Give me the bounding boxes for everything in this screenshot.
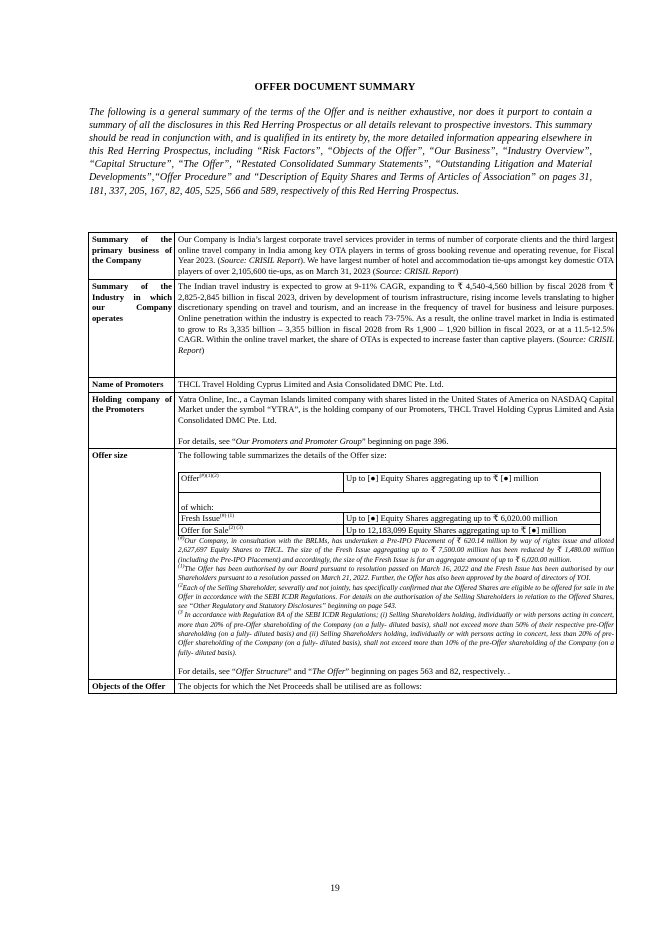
table-row (179, 473, 601, 493)
table-row (89, 377, 617, 392)
row-label-business: Summary of the primary business of the Company (89, 233, 175, 280)
holding-details (178, 436, 614, 447)
industry-text-2: ) (201, 345, 205, 356)
footnote-mark: (2) (3) (228, 524, 243, 531)
source-citation: Source: CRISIL Report (375, 266, 456, 277)
offer-size-details (178, 666, 614, 677)
details-prefix: For details, see “ (178, 665, 236, 676)
holding-text: Yatra Online, Inc., a Cayman Islands limited company with shares listed in the United States of America on NASDAQ Capital Market under the symbol “YTRA”, is the holding company of our Promoters, THCL Travel Holding Cyprus Limited and Asia Consolidated DMC Pte. Ltd. (178, 393, 614, 425)
footnote-mark: (#) (178, 535, 185, 542)
footnote (178, 536, 614, 564)
business-text-3: ) (455, 266, 459, 277)
footnote-mark: (3 (178, 609, 183, 616)
footnote (178, 564, 614, 583)
page-number: 19 (330, 884, 340, 894)
table-row (179, 513, 601, 525)
offer-value: Up to [●] Equity Shares aggregating up to ₹ [●] million (344, 473, 601, 493)
row-content-holding (175, 392, 617, 449)
footnote (178, 583, 614, 611)
cross-reference: The Offer (312, 665, 346, 676)
offer-for-sale-value: Up to 12,183,099 Equity Shares aggregating up to ₹ [●] million (344, 524, 601, 536)
table-row (89, 233, 617, 280)
footnote-mark: (1) (178, 563, 185, 570)
of-which-label: of which: (179, 493, 601, 513)
row-content-business (175, 233, 617, 280)
details-suffix: ” beginning on pages 563 and 82, respectively. . (345, 665, 511, 676)
offer-footnotes (178, 536, 614, 657)
fresh-issue-value: Up to [●] Equity Shares aggregating up to ₹ 6,020.00 million (344, 513, 601, 525)
offer-for-sale-label: Offer for Sale$^{(2) (3)}$ (179, 524, 344, 536)
footnote (178, 610, 614, 656)
summary-table (88, 232, 617, 694)
footnote-text: Our Company, in consultation with the BRLMs, has undertaken a Pre-IPO Placement of ₹ 620.14 million by way of rights issue and alloted 2,627,697 Equity Shares to THCL. The size of the Fresh Issue aggregating up to ₹ 7,500.00 million has been reduced by ₹ 1,480.00 million (including the Pre-IPO Placement) and accordingly, the size of the Fresh Issue is for an aggregate amount of up to ₹ 6,020.00 million. (178, 536, 614, 564)
row-label-objects: Objects of the Offer (89, 679, 175, 694)
footnote-text: The Offer has been authorised by our Board pursuant to resolution passed on March 16, 2022 and the Fresh Issue has been authorised by our Shareholders pursuant to a resolution passed on March 21, 2022. Further, the Offer has also been approved by the board of directors of YOI. (178, 563, 614, 583)
fresh-issue-label: Fresh Issue$^{(\#) (1)}$ (179, 513, 344, 525)
row-label-promoters: Name of Promoters (89, 377, 175, 392)
footnote-mark: (2 (178, 582, 183, 589)
row-content-objects: The objects for which the Net Proceeds shall be utilised are as follows: (175, 679, 617, 694)
row-content-offer-size (175, 449, 617, 679)
source-citation: Source: CRISIL Report (178, 334, 614, 356)
cross-reference: Our Promoters and Promoter Group (235, 435, 362, 446)
table-row (89, 392, 617, 449)
table-row (179, 524, 601, 536)
intro-paragraph: The following is a general summary of the terms of the Offer and is neither exhaustive, nor does it purport to contain a summary of all the disclosures in this Red Herring Prospectus or all details relevant to prospective investors. This summary should be read in conjunction with, and is qualified in its entirety by, the more detailed information appearing elsewhere in this Red Herring Prospectus, including “Risk Factors”, “Objects of the Offer”, “Our Business”, “Industry Overview”, “Capital Structure”, “The Offer”, “Restated Consolidated Summary Statements”, “Outstanding Litigation and Material Developments”,“Offer Procedure” and “Description of Equity Shares and Terms of Articles of Association” on pages 31, 181, 337, 205, 167, 82, 405, 525, 566 and 589, respectively of this Red Herring Prospectus. (89, 107, 592, 197)
page-title: OFFER DOCUMENT SUMMARY (254, 82, 416, 93)
details-prefix: For details, see “ (178, 435, 236, 446)
table-row (89, 279, 617, 377)
footnote-mark: (#) (1) (219, 513, 235, 520)
offer-size-intro: The following table summarizes the details of the Offer size: (178, 450, 387, 461)
offer-size-table (178, 472, 601, 536)
row-content-industry (175, 279, 617, 377)
row-label-offer-size: Offer size (89, 449, 175, 679)
table-row (179, 493, 601, 513)
business-text: Our Company is India’s largest corporate travel services provider in terms of number of corporate clients and the third largest online travel company in India among key OTA players in terms of gross booking revenue and operating revenue, for Fiscal Year 2023. ( (178, 234, 614, 266)
details-mid: ” and “ (287, 665, 313, 676)
details-suffix: ” beginning on page 396. (361, 435, 449, 446)
footnote-mark: (#)(1)(2) (199, 473, 219, 480)
business-text-2: ). We have largest number of hotel and accommodation tie-ups amongst key domestic OTA players of over 2,105,600 tie-ups, as on March 31, 2023 ( (178, 255, 614, 277)
offer-label: Offer$^{(\#)(1)(2)}$ (179, 473, 344, 493)
footnote-text: Each of the Selling Shareholder, severally and not jointly, has specifically confirmed that the Offered Shares are eligible to be offered for sale in the Offer in accordance with the SEBI ICDR Regulations. For details on the authorisation of the Selling Shareholders in relation to the Offered Shares, see “Other Regulatory and Statutory Disclosures” beginning on page 543. (178, 582, 614, 611)
row-label-holding: Holding company of the Promoters (89, 392, 175, 449)
source-citation: Source: CRISIL Report (220, 255, 301, 266)
row-label-industry: Summary of the Industry in which our Company operates (89, 279, 175, 377)
row-content-promoters: THCL Travel Holding Cyprus Limited and Asia Consolidated DMC Pte. Ltd. (175, 377, 617, 392)
table-row (89, 449, 617, 679)
table-row (89, 679, 617, 694)
footnote-text: In accordance with Regulation 8A of the SEBI ICDR Regulations; (i) Selling Shareholders holding, individually or with persons acting in concert, more than 20% of pre-Offer shareholding of the Company (on a fully- diluted basis), shall not exceed more than 50% of their respective pre-Offer shareholding (on a fully- diluted basis) and (ii) Selling Shareholders holding, individually or with persons acting in concert, less than 20% of pre-Offer shareholding of the Company (on a fully- diluted basis), shall not exceed more than 10% of the pre-Offer shareholding of the Company (on a fully- diluted basis). (178, 610, 614, 657)
cross-reference: Offer Structure (235, 665, 288, 676)
industry-text: The Indian travel industry is expected to grow at 9-11% CAGR, expanding to ₹ 4,540-4,560 billion by fiscal 2028 from ₹ 2,825-2,845 billion in fiscal 2023, driven by development of tourism infrastructure, rising income levels translating to higher discretionary spending on travel and tourism, and an increase in the frequency of travel for business and leisure purposes. Online penetration within the industry is expected to reach 73-75%. As a result, the online travel market in India is estimated to grow to Rs 3,335 billion – 3,355 billion in fiscal 2028 from Rs 1,900 – 1,920 billion in fiscal 2023, or at a 11.5-12.5% CAGR. Within the online travel market, the share of OTAs is expected to increase faster than captive players. ( (178, 280, 614, 345)
